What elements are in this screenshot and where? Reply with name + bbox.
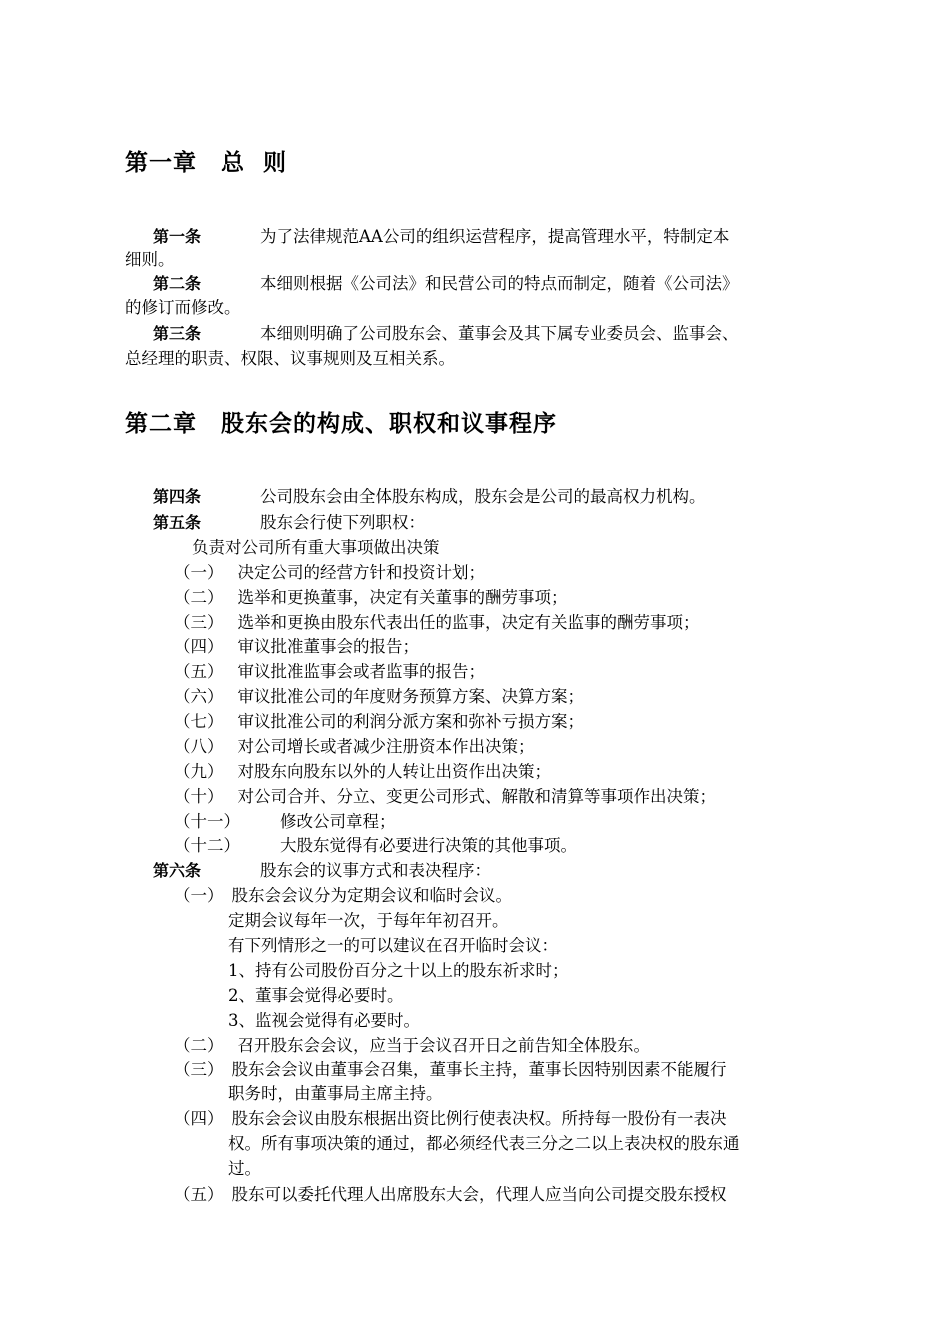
item-text: 对公司增长或者减少注册资本作出决策； (237, 737, 535, 756)
item-number: （一） (174, 563, 224, 582)
article-label: 第一条 (153, 227, 202, 246)
sub-line: 3、监视会觉得有必要时。 (228, 1011, 420, 1030)
article-2-line-1 (153, 273, 739, 295)
item-number: （十一） (174, 812, 240, 831)
list-item (174, 661, 485, 683)
article-3-line-1 (153, 323, 739, 345)
article-6-line-1 (153, 860, 491, 882)
item-text: 审议批准董事会的报告； (237, 637, 419, 656)
continuation-line: 权。所有事项决策的通过，都必须经代表三分之二以上表决权的股东通 (228, 1134, 740, 1153)
item-number: （三） (174, 1060, 224, 1079)
item-number: （三） (174, 613, 224, 632)
article-label: 第四条 (153, 487, 202, 506)
sub-line: 1、持有公司股份百分之十以上的股东祈求时； (228, 961, 569, 980)
item-text: 对公司合并、分立、变更公司形式、解散和清算等事项作出决策； (237, 787, 716, 806)
article-text: 股东会的议事方式和表决程序： (260, 861, 492, 880)
article-1-line-1 (153, 226, 729, 248)
chapter-title-1: 第一章 总 则 (125, 150, 288, 176)
sub-line: 有下列情形之一的可以建议在召开临时会议： (228, 936, 558, 955)
item-number: （一） (174, 886, 224, 905)
list-item (174, 636, 419, 658)
article-label: 第六条 (153, 861, 202, 880)
list-item (174, 811, 396, 833)
item-number: （七） (174, 712, 224, 731)
item-text: 股东可以委托代理人出席股东大会，代理人应当向公司提交股东授权 (231, 1185, 727, 1204)
article-1-line-2: 细则。 (125, 250, 175, 269)
article-text: 公司股东会由全体股东构成，股东会是公司的最高权力机构。 (260, 487, 706, 506)
list-item (174, 885, 512, 907)
list-item (174, 1184, 727, 1206)
article-text: 本细则明确了公司股东会、董事会及其下属专业委员会、监事会、 (260, 324, 739, 343)
sub-line: 定期会议每年一次，于每年年初召开。 (228, 911, 509, 930)
article-5-intro: 负责对公司所有重大事项做出决策 (192, 538, 440, 557)
article-4-line-1 (153, 486, 706, 508)
article-text: 股东会行使下列职权： (260, 513, 426, 532)
item-number: （五） (174, 662, 224, 681)
list-item (174, 761, 551, 783)
item-number: （八） (174, 737, 224, 756)
sub-line: 2、董事会觉得必要时。 (228, 986, 404, 1005)
list-item (174, 786, 716, 808)
item-text: 大股东觉得有必要进行决策的其他事项。 (280, 836, 577, 855)
article-label: 第三条 (153, 324, 202, 343)
article-text: 为了法律规范AA公司的组织运营程序，提高管理水平，特制定本 (260, 227, 730, 246)
item-number: （六） (174, 687, 224, 706)
article-text: 本细则根据《公司法》和民营公司的特点而制定，随着《公司法》 (260, 274, 739, 293)
list-item (174, 562, 485, 584)
item-number: （二） (174, 588, 224, 607)
item-number: （五） (174, 1185, 224, 1204)
item-number: （四） (174, 1109, 224, 1128)
list-item (174, 1108, 727, 1130)
item-text: 审议批准公司的利润分派方案和弥补亏损方案； (237, 712, 584, 731)
article-label: 第五条 (153, 513, 202, 532)
list-item (174, 1059, 727, 1081)
article-2-line-2: 的修订而修改。 (125, 298, 241, 317)
item-text: 选举和更换由股东代表出任的监事，决定有关监事的酬劳事项； (237, 613, 700, 632)
item-number: （十） (174, 787, 224, 806)
item-text: 股东会会议分为定期会议和临时会议。 (231, 886, 512, 905)
item-text: 审议批准公司的年度财务预算方案、决算方案； (237, 687, 584, 706)
continuation-line: 过。 (228, 1159, 261, 1178)
list-item (174, 1035, 650, 1057)
item-text: 对股东向股东以外的人转让出资作出决策； (237, 762, 551, 781)
article-5-line-1 (153, 512, 425, 534)
item-number: （四） (174, 637, 224, 656)
list-item (174, 686, 584, 708)
item-number: （九） (174, 762, 224, 781)
item-text: 修改公司章程； (280, 812, 396, 831)
list-item (174, 587, 568, 609)
item-text: 召开股东会会议，应当于会议召开日之前告知全体股东。 (237, 1036, 650, 1055)
list-item (174, 736, 535, 758)
list-item (174, 612, 700, 634)
list-item (174, 835, 577, 857)
article-label: 第二条 (153, 274, 202, 293)
item-text: 选举和更换董事，决定有关董事的酬劳事项； (237, 588, 568, 607)
item-number: （二） (174, 1036, 224, 1055)
item-text: 决定公司的经营方针和投资计划； (237, 563, 485, 582)
item-number: （十二） (174, 836, 240, 855)
item-text: 股东会会议由董事会召集，董事长主持，董事长因特别因素不能履行 (231, 1060, 727, 1079)
chapter-title-2: 第二章 股东会的构成、职权和议事程序 (125, 411, 557, 437)
continuation-line: 职务时，由董事局主席主持。 (228, 1084, 443, 1103)
item-text: 审议批准监事会或者监事的报告； (237, 662, 485, 681)
item-text: 股东会会议由股东根据出资比例行使表决权。所持每一股份有一表决 (231, 1109, 727, 1128)
article-3-line-2: 总经理的职责、权限、议事规则及互相关系。 (125, 349, 455, 368)
list-item (174, 711, 584, 733)
